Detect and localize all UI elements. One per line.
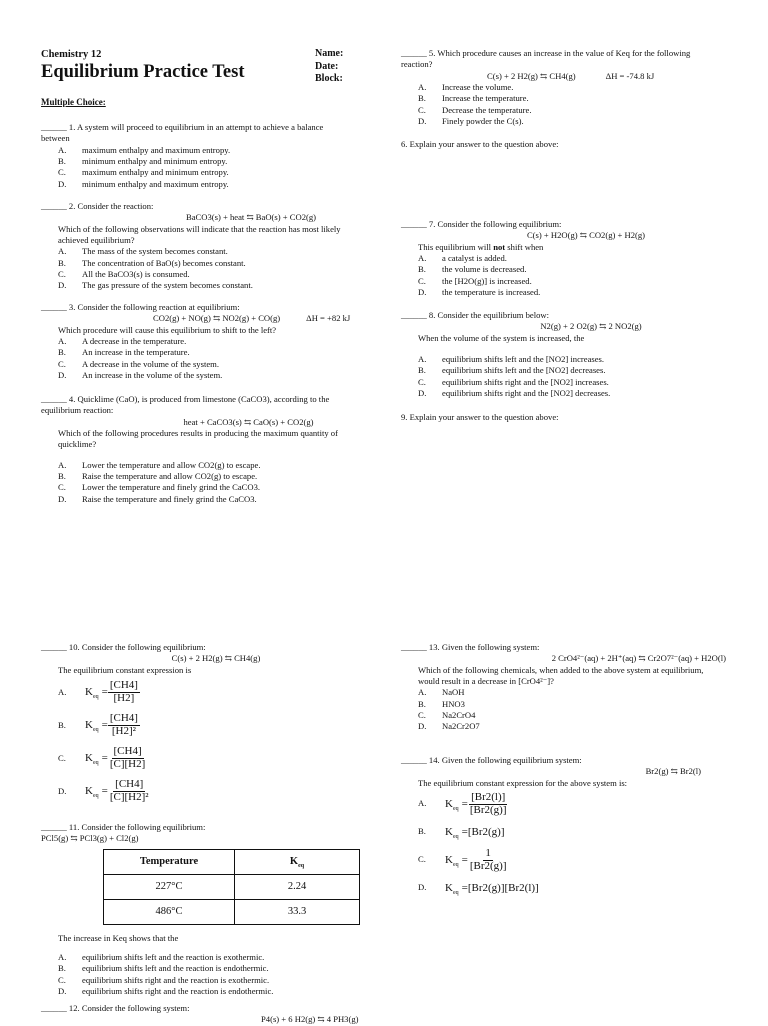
question-stem: ______ 2. Consider the reaction: — [41, 201, 154, 211]
option-text: Lower the temperature and allow CO2(g) to escape. — [82, 459, 261, 470]
option-letter: A. — [418, 798, 427, 809]
question-stem: ______ 1. A system will proceed to equilibrium in an attempt to achieve a balance between — [41, 122, 324, 144]
options-list — [41, 952, 361, 997]
answer-option — [41, 258, 371, 269]
keq-fraction — [108, 779, 151, 803]
keq-options — [41, 676, 341, 808]
answer-option — [41, 952, 361, 963]
keq-option — [58, 709, 341, 742]
keq-temperature-table — [103, 849, 360, 925]
option-letter: D. — [58, 280, 67, 291]
keq-option — [58, 775, 341, 808]
answer-option — [401, 377, 701, 388]
table-cell: 33.3 — [235, 899, 360, 924]
option-letter: A. — [58, 686, 67, 697]
options-list — [41, 336, 371, 381]
option-text: minimum enthalpy and minimum entropy. — [82, 156, 228, 167]
option-text: minimum enthalpy and maximum entropy. — [82, 178, 229, 189]
option-text: the temperature is increased. — [442, 287, 541, 298]
fraction-numerator: 1 — [485, 846, 491, 859]
keq-symbol: $K_{eq}$ — [445, 881, 459, 896]
question-text: Which of the following observations will indicate that the reaction has most likely achieved equilibrium? — [58, 223, 341, 246]
option-letter: C. — [58, 167, 66, 178]
option-letter: B. — [58, 963, 66, 974]
keq-symbol: $K_{eq}$ — [445, 853, 459, 868]
equals-sign: = — [101, 686, 108, 699]
option-letter: A. — [58, 144, 67, 155]
option-letter: A. — [418, 253, 427, 264]
question-text: The increase in Keq shows that the — [58, 932, 179, 943]
answer-option — [41, 482, 356, 493]
option-letter: C. — [418, 275, 426, 286]
question-text-part: shift when — [505, 241, 544, 252]
options-list — [41, 246, 371, 291]
emphasis-not: not — [493, 241, 506, 252]
table-row — [104, 899, 360, 924]
option-letter: D. — [58, 178, 67, 189]
option-text: The concentration of BaO(s) becomes constant. — [82, 257, 246, 268]
option-text: A decrease in the temperature. — [82, 336, 187, 347]
column-header-temperature: Temperature — [104, 849, 235, 874]
keq-expression: [Br2(g)][Br2(l)] — [467, 881, 539, 894]
reaction-equation: N2(g) + 2 O2(g) ⇆ 2 NO2(g) — [540, 321, 642, 332]
reaction-equation: BaCO3(s) + heat ⇆ BaO(s) + CO2(g) — [185, 212, 317, 223]
table-cell: 227°C — [104, 874, 235, 899]
keq-symbol: $K_{eq}$ — [85, 719, 99, 734]
option-letter: A. — [418, 354, 427, 365]
option-text: The gas pressure of the system becomes constant. — [82, 280, 253, 291]
question-text: Which of the following procedures results in producing the maximum quantity of quicklime? — [58, 428, 338, 450]
reaction-equation: PCl5(g) ⇆ PCl3(g) + Cl2(g) — [41, 833, 139, 844]
answer-option — [41, 280, 371, 291]
question-stem: 6. Explain your answer to the question above: — [401, 139, 559, 149]
fraction-denominator: [Br2(g)] — [469, 803, 507, 816]
question-8 — [401, 310, 701, 399]
answer-option — [41, 494, 356, 505]
option-letter: D. — [58, 986, 67, 997]
answer-option — [401, 721, 726, 732]
question-4 — [41, 394, 356, 505]
answer-option — [41, 986, 361, 997]
option-text: Raise the temperature and finely grind the CaCO3. — [82, 493, 257, 504]
answer-option — [401, 699, 726, 710]
question-stem: ______ 5. Which procedure causes an increase in the value of Keq for the following reaction? — [401, 48, 691, 70]
question-stem: ______ 10. Consider the following equilibrium: — [41, 642, 206, 652]
option-text: HNO3 — [442, 698, 465, 709]
reaction-equation: C(s) + 2 H2(g) ⇆ CH4(g) — [171, 653, 261, 664]
keq-symbol: $K_{eq}$ — [85, 752, 99, 767]
column-header-keq: $K_{eq}$ — [235, 849, 360, 874]
question-14 — [401, 755, 701, 901]
enthalpy-change: ΔH = +82 kJ — [306, 313, 351, 324]
page-title: Equilibrium Practice Test — [41, 62, 245, 82]
fraction-numerator: [CH4] — [115, 778, 144, 791]
options-list — [401, 253, 701, 298]
option-letter: C. — [58, 752, 66, 763]
answer-option — [41, 460, 356, 471]
option-letter: A. — [58, 336, 67, 347]
option-letter: A. — [418, 82, 427, 93]
question-stem: ______ 4. Quicklime (CaO), is produced from limestone (CaCO3), according to the equilibrium reaction: — [41, 394, 330, 416]
equals-sign: = — [461, 881, 468, 894]
enthalpy-change: ΔH = -74.8 kJ — [605, 70, 655, 81]
option-letter: B. — [418, 826, 426, 837]
option-letter: C. — [418, 854, 426, 865]
answer-option — [41, 347, 371, 358]
keq-fraction — [108, 746, 147, 770]
option-text: equilibrium shifts left and the reaction is endothermic. — [82, 963, 269, 974]
question-13 — [401, 642, 726, 733]
question-stem: 9. Explain your answer to the question above: — [401, 412, 559, 422]
fraction-numerator: [CH4] — [109, 679, 138, 692]
option-text: Na2Cr2O7 — [442, 721, 480, 732]
option-letter: C. — [58, 269, 66, 280]
question-stem: ______ 8. Consider the equilibrium below: — [401, 310, 549, 320]
question-1 — [41, 122, 346, 190]
fraction-denominator: [C][H2] — [109, 758, 146, 771]
equals-sign: = — [101, 752, 108, 765]
option-letter: D. — [58, 370, 67, 381]
answer-option — [41, 370, 371, 381]
option-letter: A. — [58, 952, 67, 963]
fraction-numerator: [Br2(l)] — [471, 790, 506, 803]
question-stem: ______ 14. Given the following equilibrium system: — [401, 755, 582, 765]
table-row — [104, 874, 360, 899]
option-letter: C. — [418, 104, 426, 115]
answer-option — [401, 365, 701, 376]
reaction-equation: C(s) + H2O(g) ⇆ CO2(g) + H2(g) — [526, 230, 646, 241]
reaction-equation: heat + CaCO3(s) ⇆ CaO(s) + CO2(g) — [183, 416, 314, 427]
equals-sign: = — [461, 797, 468, 810]
keq-option — [58, 676, 341, 709]
option-text: equilibrium shifts right and the reaction is exothermic. — [82, 974, 270, 985]
option-letter: A. — [418, 687, 427, 698]
option-text: equilibrium shifts right and the reaction is endothermic. — [82, 986, 274, 997]
answer-option — [401, 687, 726, 698]
option-letter: D. — [58, 785, 67, 796]
answer-option — [401, 388, 701, 399]
answer-option — [41, 269, 371, 280]
option-c — [418, 845, 701, 875]
option-text: The mass of the system becomes constant. — [82, 246, 228, 257]
option-text: Raise the temperature and allow CO2(g) to escape. — [82, 471, 258, 482]
option-a — [418, 789, 701, 819]
option-text: the [H2O(g)] is increased. — [442, 275, 532, 286]
option-letter: B. — [58, 156, 66, 167]
name-label: Name: — [315, 48, 344, 59]
option-letter: C. — [418, 710, 426, 721]
question-stem: ______ 11. Consider the following equilibrium: — [41, 822, 206, 832]
option-letter: B. — [58, 347, 66, 358]
option-text: maximum enthalpy and maximum entropy. — [82, 144, 231, 155]
option-letter: B. — [418, 698, 426, 709]
option-text: maximum enthalpy and minimum entropy. — [82, 167, 229, 178]
reaction-equation: CO2(g) + NO(g) ⇆ NO2(g) + CO(g) — [153, 313, 281, 324]
question-11 — [41, 822, 361, 997]
option-text: NaOH — [442, 687, 465, 698]
option-letter: C. — [58, 974, 66, 985]
option-letter: D. — [418, 287, 427, 298]
question-9 — [401, 412, 559, 423]
option-letter: D. — [418, 388, 427, 399]
option-text: Na2CrO4 — [442, 710, 476, 721]
keq-fraction — [468, 792, 509, 816]
keq-symbol: $K_{eq}$ — [85, 686, 99, 701]
fraction-numerator: [CH4] — [113, 745, 142, 758]
answer-option — [41, 359, 371, 370]
block-label: Block: — [315, 73, 343, 84]
answer-option — [41, 471, 356, 482]
reaction-equation: Br2(g) ⇆ Br2(l) — [645, 766, 701, 777]
fraction-denominator: [Br2(g)] — [469, 859, 507, 872]
options-list — [401, 354, 701, 399]
date-label: Date: — [315, 60, 339, 72]
option-letter: D. — [418, 116, 427, 127]
answer-option — [401, 710, 726, 721]
equals-sign: = — [461, 825, 468, 838]
answer-option — [401, 354, 701, 365]
option-text: equilibrium shifts left and the reaction is exothermic. — [82, 952, 265, 963]
course-name: Chemistry 12 — [41, 49, 102, 60]
option-letter: B. — [418, 264, 426, 275]
option-text: All the BaCO3(s) is consumed. — [82, 269, 190, 280]
question-text: The equilibrium constant expression for the above system is: — [418, 777, 628, 788]
answer-option — [41, 145, 346, 156]
reaction-equation: P4(s) + 6 H2(g) ⇆ 4 PH3(g) — [261, 1014, 359, 1025]
option-text: equilibrium shifts right and the [NO2] decreases. — [442, 388, 611, 399]
option-letter: C. — [58, 358, 66, 369]
answer-option — [41, 156, 346, 167]
answer-option — [401, 276, 701, 287]
question-text: Which procedure will cause this equilibrium to shift to the left? — [58, 324, 277, 335]
option-letter: C. — [58, 482, 66, 493]
answer-option — [401, 116, 701, 127]
option-text: An increase in the volume of the system. — [82, 370, 223, 381]
answer-option — [401, 82, 701, 93]
option-text: An increase in the temperature. — [82, 347, 190, 358]
options-list — [41, 145, 346, 190]
question-stem: ______ 7. Consider the following equilibrium: — [401, 219, 562, 229]
table-cell: 486°C — [104, 899, 235, 924]
keq-option — [58, 742, 341, 775]
fraction-denominator: [H2]² — [111, 725, 136, 738]
keq-symbol: $K_{eq}$ — [85, 785, 99, 800]
options-list — [401, 687, 726, 732]
option-letter: D. — [418, 721, 427, 732]
question-stem: ______ 13. Given the following system: — [401, 642, 540, 652]
keq-symbol: $K_{eq}$ — [445, 825, 459, 840]
reaction-equation: C(s) + 2 H2(g) ⇆ CH4(g) — [487, 70, 576, 81]
answer-option — [41, 179, 346, 190]
equals-sign: = — [101, 719, 108, 732]
question-5 — [401, 48, 701, 127]
option-letter: B. — [58, 257, 66, 268]
option-b — [418, 819, 701, 845]
option-letter: B. — [418, 93, 426, 104]
option-text: A decrease in the volume of the system. — [82, 358, 219, 369]
answer-option — [41, 975, 361, 986]
options-list — [401, 82, 701, 127]
reaction-equation: 2 CrO4²⁻(aq) + 2H⁺(aq) ⇆ Cr2O7²⁻(aq) + H2O(l) — [551, 653, 726, 664]
answer-option — [41, 963, 361, 974]
answer-option — [401, 93, 701, 104]
answer-option — [401, 287, 701, 298]
keq-fraction — [108, 680, 140, 704]
answer-option — [401, 264, 701, 275]
table-header-row — [104, 849, 360, 874]
equals-sign: = — [461, 853, 468, 866]
option-d — [418, 875, 701, 901]
keq-expression: [Br2(g)] — [467, 825, 505, 838]
answer-option — [401, 105, 701, 116]
option-text: a catalyst is added. — [442, 253, 507, 264]
option-letter: B. — [418, 365, 426, 376]
options-list — [41, 460, 356, 505]
answer-option — [41, 246, 371, 257]
question-text: The equilibrium constant expression is — [58, 664, 192, 675]
option-letter: D. — [58, 493, 67, 504]
option-letter: A. — [58, 246, 67, 257]
fraction-denominator: [C][H2]² — [109, 791, 149, 804]
equals-sign: = — [101, 785, 108, 798]
keq-symbol: $K_{eq}$ — [445, 797, 459, 812]
question-text: Which of the following chemicals, when added to the above system at equilibrium, would result in a decrease in [CrO4²⁻]? — [418, 664, 704, 687]
option-letter: C. — [418, 376, 426, 387]
question-stem: ______ 3. Consider the following reaction at equilibrium: — [41, 302, 240, 312]
keq-fraction — [108, 713, 140, 737]
option-text: Increase the volume. — [442, 82, 514, 93]
question-text — [401, 242, 701, 253]
answer-option — [41, 336, 371, 347]
question-text: When the volume of the system is increased, the — [418, 332, 585, 343]
question-12 — [41, 1003, 361, 1026]
keq-options — [401, 789, 701, 901]
option-letter: B. — [58, 719, 66, 730]
option-letter: A. — [58, 459, 67, 470]
question-3 — [41, 302, 371, 381]
question-text-part: This equilibrium will — [418, 241, 494, 252]
question-6 — [401, 139, 559, 150]
question-7 — [401, 219, 701, 298]
option-text: Finely powder the C(s). — [442, 116, 524, 127]
keq-fraction — [468, 848, 509, 872]
option-letter: D. — [418, 882, 427, 893]
option-text: Lower the temperature and finely grind the CaCO3. — [82, 482, 261, 493]
question-10 — [41, 642, 341, 808]
question-stem: ______ 12. Consider the following system: — [41, 1003, 190, 1013]
option-letter: B. — [58, 471, 66, 482]
option-text: equilibrium shifts left and the [NO2] decreases. — [442, 365, 606, 376]
section-heading: Multiple Choice: — [41, 97, 106, 107]
answer-option — [401, 253, 701, 264]
answer-option — [41, 167, 346, 178]
option-text: the volume is decreased. — [442, 264, 527, 275]
fraction-numerator: [CH4] — [109, 712, 138, 725]
option-text: Decrease the temperature. — [442, 104, 532, 115]
question-2 — [41, 201, 371, 292]
option-text: equilibrium shifts right and the [NO2] increases. — [442, 376, 609, 387]
option-text: equilibrium shifts left and the [NO2] increases. — [442, 354, 605, 365]
table-cell: 2.24 — [235, 874, 360, 899]
option-text: Increase the temperature. — [442, 93, 529, 104]
student-info-fields — [315, 48, 343, 86]
fraction-denominator: [H2] — [113, 692, 135, 705]
